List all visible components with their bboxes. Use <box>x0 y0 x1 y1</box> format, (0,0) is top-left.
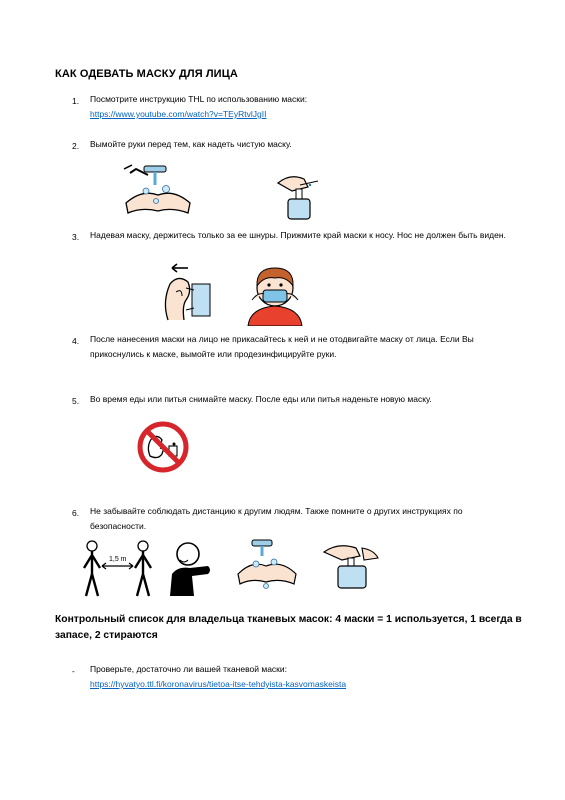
hand-washing-icon-2 <box>236 538 298 590</box>
step-1 <box>90 92 520 122</box>
distance-label: 1,5 m <box>109 556 127 563</box>
sanitizer-pump-icon-2 <box>318 538 380 590</box>
checklist-bullet: - <box>72 666 75 676</box>
step-3-text: Надевая маску, держитесь только за ее шнуры. Прижмите край маски к носу. Нос не должен быть виден. <box>90 230 506 240</box>
no-eating-drinking-icon <box>136 420 190 474</box>
step-2-text: Вымойте руки перед тем, как надеть чистую маску. <box>90 139 292 149</box>
checklist-item <box>90 662 520 692</box>
step-4-text: После нанесения маски на лицо не прикасайтесь к ней и не отодвигайте маску от лица. Если Вы прикоснулись к маске, вымойте или продезинфицируйте руки. <box>90 334 474 359</box>
step-5-text: Во время еды или питья снимайте маску. После еды или питья наденьте новую маску. <box>90 394 432 404</box>
step-1-text: Посмотрите инструкцию THL по использованию маски: <box>90 94 308 104</box>
step-6-number: 6. <box>72 508 80 518</box>
step-2-number: 2. <box>72 141 80 151</box>
ttl-link[interactable]: https://hyvatyo.ttl.fi/koronavirus/tietoa-itse-tehdyista-kasvomaskeista <box>90 679 347 689</box>
step-3-number: 3. <box>72 232 80 242</box>
step-6-text: Не забывайте соблюдать дистанцию к другим людям. Также помните о других инструкциях по безопасности. <box>90 506 463 531</box>
step-1-number: 1. <box>72 96 80 106</box>
page-title: КАК ОДЕВАТЬ МАСКУ ДЛЯ ЛИЦА <box>55 68 238 80</box>
checklist-item-text: Проверьте, достаточно ли вашей тканевой маски: <box>90 664 288 674</box>
cough-into-elbow-icon <box>168 540 214 596</box>
hand-washing-icon <box>122 163 194 219</box>
step-4-number: 4. <box>72 336 80 346</box>
child-wearing-mask-icon <box>242 260 308 326</box>
social-distance-icon <box>80 540 155 598</box>
ear-loop-mask-icon <box>158 262 216 322</box>
youtube-link[interactable]: https://www.youtube.com/watch?v=TEyRtvlJgII <box>90 109 267 119</box>
sanitizer-pump-icon <box>270 165 330 221</box>
checklist-heading: Контрольный список для владельца тканевых масок: 4 маски = 1 используется, 1 всегда в запасе, 2 стираются <box>55 614 522 641</box>
step-5-number: 5. <box>72 396 80 406</box>
